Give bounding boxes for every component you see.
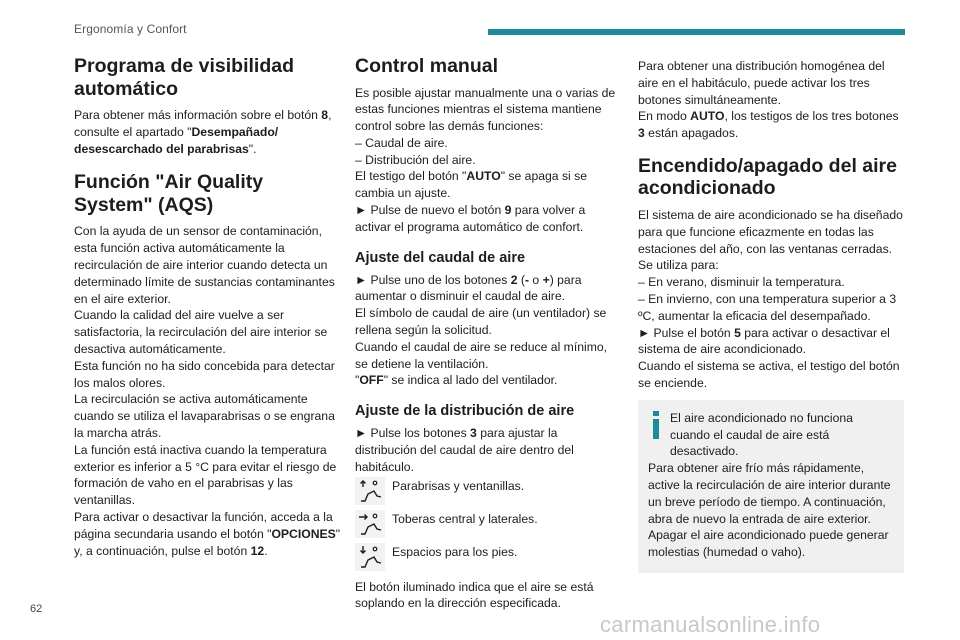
header-accent-bar (488, 29, 905, 35)
paragraph: En modo AUTO, los testigos de los tres botones 3 están apagados. (638, 109, 899, 141)
heading-visibility-program: Programa de visibilidad automático (74, 55, 294, 100)
paragraph: Para activar o desactivar la función, acceda a la página secundaria usando el botón "OPCIONES" y, a continuación, pulse el botón 12. (74, 509, 341, 558)
paragraph: ► Pulse el botón 5 para activar o desactivar el sistema de aire acondicionado. (638, 325, 890, 357)
page-number: 62 (30, 603, 43, 615)
paragraph: ► Pulse de nuevo el botón 9 para volver a activar el programa automático de confort. (355, 203, 586, 234)
list-item: – En verano, disminuir la temperatura. (638, 275, 845, 290)
distribution-windscreen (355, 477, 621, 510)
vent-feet-icon (355, 543, 385, 571)
paragraph: El símbolo de caudal de aire (un ventilador) se rellena según la solicitud. (355, 306, 607, 338)
paragraph: Para obtener una distribución homogénea del aire en el habitáculo, puede activar los tres botones simultáneamente. (638, 59, 885, 107)
heading-air-flow: Ajuste del caudal de aire (355, 249, 526, 266)
paragraph: El testigo del botón "AUTO" se apaga si se cambia un ajuste. (355, 169, 588, 201)
list-item: – En invierno, con una temperatura superior a 3 ºC, aumentar la eficacia del desempañado. (638, 291, 897, 323)
distribution-face (355, 510, 621, 543)
column-1 (74, 55, 342, 559)
heading-air-conditioning: Encendido/apagado del aire acondicionado (638, 154, 897, 200)
paragraph: ► Pulse los botones 3 para ajustar la distribución del caudal de aire dentro del habitáculo. (355, 426, 574, 474)
info-text: Para obtener aire frío más rápidamente, active la recirculación de aire interior durante un breve período de tiempo. A continuación, abra de nuevo la entrada de aire exterior. (648, 461, 891, 526)
column-2 (355, 55, 621, 612)
paragraph: Para obtener más información sobre el botón 8, consulte el apartado "Desempañado/ desescarchado del parabrisas". (74, 108, 332, 156)
paragraph: Esta función no ha sido concebida para detectar los malos olores. (74, 358, 335, 390)
paragraph: La función está inactiva cuando la temperatura exterior es inferior a 5 °C para evitar el riesgo de formación de vaho en el parabrisas y las ventanillas. (74, 442, 337, 508)
heading-aqs: Función "Air Quality System" (AQS) (74, 171, 264, 216)
distribution-label: Parabrisas y ventanillas. (392, 478, 525, 493)
paragraph: Es posible ajustar manualmente una o varias de estas funciones mientras el sistema mantiene control sobre las demás funciones: (355, 85, 616, 134)
paragraph: "OFF" se indica al lado del ventilador. (355, 373, 558, 388)
paragraph: El sistema de aire acondicionado se ha diseñado para que funcione eficazmente en todas las estaciones del año, con las ventanas cerradas. (638, 207, 903, 256)
paragraph: Con la ayuda de un sensor de contaminación, esta función activa automáticamente la recirculación de aire interior cuando detecta un determinado límite de sustancias contaminantes en el aire exterior. (74, 224, 335, 306)
paragraph: Cuando el sistema se activa, el testigo del botón se enciende. (638, 359, 900, 390)
info-icon (646, 410, 668, 440)
info-note (638, 400, 904, 573)
section-title: Ergonomía y Confort (74, 22, 187, 36)
paragraph: Se utiliza para: (638, 258, 719, 273)
distribution-label: Espacios para los pies. (392, 544, 518, 559)
paragraph: El botón iluminado indica que el aire se está soplando en la dirección especificada. (355, 579, 594, 611)
info-text: Apagar el aire acondicionado puede generar molestias (humedad o vaho). (648, 528, 889, 560)
distribution-feet (355, 543, 621, 576)
list-item: – Caudal de aire. (355, 135, 448, 150)
column-3 (638, 58, 904, 573)
info-text: El aire acondicionado no funciona cuando el caudal de aire está desactivado. (670, 410, 853, 459)
paragraph: ► Pulse uno de los botones 2 (- o +) para aumentar o disminuir el caudal de aire. (355, 272, 582, 304)
list-item: – Distribución del aire. (355, 152, 476, 167)
paragraph: Cuando el caudal de aire se reduce al mínimo, se detiene la ventilación. (355, 339, 608, 371)
paragraph: Cuando la calidad del aire vuelve a ser satisfactoria, la recirculación del aire interior se desactiva automáticamente. (74, 308, 328, 356)
vent-windscreen-icon (355, 477, 385, 505)
watermark: carmanualsonline.info (600, 612, 821, 637)
distribution-label: Toberas central y laterales. (392, 511, 538, 526)
paragraph: La recirculación se activa automáticamente cuando se utiliza el lavaparabrisas o se engrana la marcha atrás. (74, 392, 335, 440)
heading-manual-control: Control manual (355, 55, 499, 77)
vent-face-icon (355, 510, 385, 538)
heading-air-distribution: Ajuste de la distribución de aire (355, 403, 575, 420)
